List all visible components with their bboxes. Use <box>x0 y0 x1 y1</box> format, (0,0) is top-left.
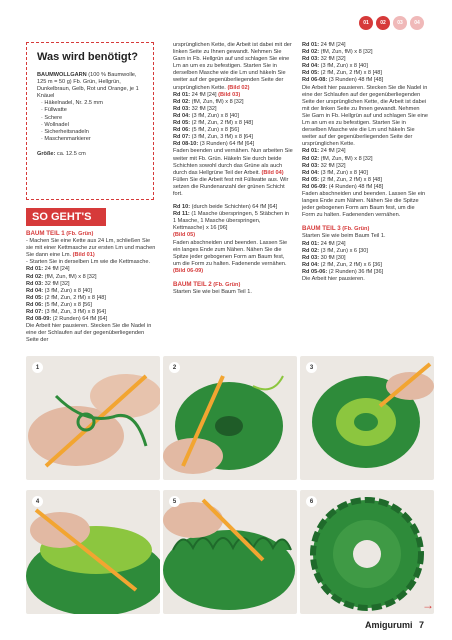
brand-name: Amigurumi <box>364 620 413 630</box>
photo-step-5 <box>163 490 297 614</box>
round-row: Rd 05: (2 fM, Zun, 2 fM) x 8 [48] <box>302 70 382 77</box>
page-number: 7 <box>418 620 424 630</box>
size-line: Größe: ca. 12.5 cm <box>37 150 86 157</box>
column-2 <box>173 42 293 296</box>
step-badges <box>359 16 424 30</box>
round-row: Rd 03: 32 fM [32] <box>302 162 346 169</box>
section-heading: BAUM TEIL 3 (Fb. Grün) <box>302 225 370 233</box>
round-row: Rd 01: 24 fM [24] (Bild 03) <box>173 91 241 98</box>
round-row: Rd 05: (2 fM, Zun, 2 fM) x 8 [48] <box>26 294 106 301</box>
instruction-text: Faden beenden und vernähen. Nun arbeiten Sie weiter mit Fb. Grün. Häkeln Sie durch beide Schichten sowohl durch das Grüne als auch durch das Hellgrüne Teil der Arbeit. (Bild 04) Füllen Sie die Arbeit fest mit Füllwatte aus. Wir setzen die Rundenanzahl der grünen Schicht fort. <box>173 148 293 197</box>
round-row: Rd 06-08: (3 Runden) 48 fM [48] <box>302 77 384 84</box>
instruction-text: Starten Sie wie bei Baum Teil 1. <box>173 289 252 296</box>
round-row: Rd 02: (fM, Zun, fM) x 8 [32] <box>302 155 373 162</box>
footer <box>365 620 424 630</box>
round-row: Rd 04: (3 fM, Zun) x 8 [40] <box>302 169 368 176</box>
instruction-text: Die Arbeit hier pausieren. <box>302 276 365 282</box>
instruction-text: - Starten Sie in derselben Lm wie die Kettmasche. <box>26 259 151 266</box>
round-row: Rd 07: (3 fM, Zun, 3 fM) x 8 [64] <box>26 309 106 316</box>
round-row: Rd 01: 24 fM [24] <box>302 148 346 155</box>
materials-title: Was wird benötigt? <box>37 51 139 63</box>
round-row: Rd 07: (3 fM, Zun, 3 fM) x 8 [64] <box>173 134 253 141</box>
round-list <box>302 42 428 85</box>
step-number: 4 <box>32 496 43 507</box>
round-row: Rd 04: (2 fM, Zun, 2 fM) x 6 [36] <box>302 261 382 268</box>
materials-list <box>37 100 143 143</box>
photo-step-4 <box>26 490 160 614</box>
round-row: Rd 01: 24 fM [24] <box>26 266 70 273</box>
round-row: Rd 01: 24 fM [24] <box>302 240 346 247</box>
photo-step-3 <box>300 356 434 480</box>
badge-03: 03 <box>393 16 407 30</box>
section-heading: BAUM TEIL 2 (Fb. Grün) <box>173 281 241 288</box>
round-row: Rd 11: (1 Masche überspringen, 5 Stäbchen in 1 Masche, 1 Masche überspringen, Kettmasche) x 16 [96] <box>173 211 289 232</box>
badge-04: 04 <box>410 16 424 30</box>
instruction-text: Die Arbeit hier pausieren. Stecken Sie die Nadel in eine der Schlaufen auf der gegenüberliegenden Seite der ursprünglichen Kette, die Arbeit ist dabei mit der linken Seite zu Ihnen gewandt. Nehmen Sie Garn in Fb. Hellgrün auf und schlagen Sie eine Lm an um es zu befestigen. Starten Sie in derselben Masche wie die Lm und häkeln Sie weiter auf der gegenüberliegenden Seite der ursprünglichen Kette. <box>302 84 428 148</box>
round-row: Rd 03: 32 fM [32] <box>26 280 70 287</box>
round-list <box>302 148 428 191</box>
round-row: Rd 08-10: (3 Runden) 64 fM [64] <box>173 141 255 148</box>
photo-step-6 <box>300 490 434 614</box>
round-row: Rd 03: 32 fM [32] <box>302 56 346 63</box>
round-row: Rd 03: 30 fM [30] <box>302 254 346 261</box>
instruction-text: ursprünglichen Kette, die Arbeit ist dabei mit der linken Seite zu Ihnen gewandt. Nehmen Sie Garn in Fb. Hellgrün auf und schlagen Sie eine Lm an um es zu befestigen. Starten Sie in derselben Masche wie die Lm und häkeln Sie weiter auf der gegenüberliegenden Seite der ursprünglichen Kette. (Bild 02) <box>173 42 292 91</box>
instruction-text: Faden abschneiden und beenden. Lassen Sie ein langes Ende zum Nähen. Nähen Sie die Spitze jeder gebogenen Form am Baum fest, um die Form zu halten. Fadenenden vernähen. <box>302 190 426 219</box>
column-1 <box>26 42 158 345</box>
round-list <box>173 204 293 232</box>
material-text: BAUMWOLLGARN (100 % Baumwolle, 125 m = 50 g) Fb. Grün, Hellgrün, Dunkelbraun, Gelb, Rot und Orange, je 1 Knäuel <box>37 72 139 100</box>
round-row: Rd 06: (5 fM, Zun) x 8 [56] <box>26 301 92 308</box>
instruction-text: - Machen Sie eine Kette aus 24 Lm, schließen Sie sie mit einer Kettmasche zur ersten Lm und machen Sie dann eine Lm. (Bild 01) <box>26 238 156 259</box>
round-row: Rd 08-09: (2 Runden) 64 fM [64] <box>26 316 108 323</box>
step-number: 1 <box>32 362 43 373</box>
column-3 <box>302 42 428 283</box>
photo-step-2 <box>163 356 297 480</box>
instruction-text: Faden abschneiden und beenden. Lassen Sie ein langes Ende zum Nähen. Nähen Sie die Spitze jeder gebogenen Form am Baum fest, um die Form zu halten. Fadenende vernähen. (Bild 06-09) <box>173 239 288 274</box>
round-row: Rd 04: (3 fM, Zun) x 8 [40] <box>302 63 368 70</box>
step-number: 5 <box>169 496 180 507</box>
instruction-text: Die Arbeit hier pausieren. Stecken Sie die Nadel in eine der Schlaufen auf der gegenüberliegenden Seite der <box>26 323 152 344</box>
round-list <box>26 266 158 323</box>
step-number: 2 <box>169 362 180 373</box>
round-row: Rd 10: (durch beide Schichten) 64 fM [64] <box>173 204 278 211</box>
instruction-text: Starten Sie wie beim Baum Teil 1. <box>302 233 386 240</box>
list-item: · Häkelnadel, Nr. 2.5 mm <box>41 100 103 107</box>
badge-02: 02 <box>376 16 390 30</box>
list-item: · Füllwatte <box>41 107 67 114</box>
photo-step-1 <box>26 356 160 480</box>
so-gehts-banner: SO GEHT'S <box>26 208 106 226</box>
round-list <box>302 241 428 276</box>
round-row: Rd 06-09: (4 Runden) 48 fM [48] <box>302 183 384 190</box>
section-heading: BAUM TEIL 1 (Fb. Grün) <box>26 230 94 237</box>
list-item: · Maschenmarkierer <box>41 135 91 142</box>
step-number: 6 <box>306 496 317 507</box>
round-row: Rd 02: (3 fM, Zun) x 6 [30] <box>302 247 368 254</box>
next-page-arrow-icon: → <box>422 598 434 612</box>
badge-01: 01 <box>359 16 373 30</box>
step-number: 3 <box>306 362 317 373</box>
round-row: Rd 02: (fM, Zun, fM) x 8 [32] <box>302 49 373 56</box>
round-row: Rd 05-06: (2 Runden) 36 fM [36] <box>302 268 384 275</box>
round-row: Rd 05: (2 fM, Zun, 2 fM) x 8 [48] <box>302 176 382 183</box>
round-row: Rd 06: (5 fM, Zun) x 8 [56] <box>173 127 239 134</box>
materials-box <box>26 42 154 200</box>
round-row: Rd 04: (3 fM, Zun) x 8 [40] <box>173 112 239 119</box>
round-row: Rd 02: (fM, Zun, fM) x 8 [32] <box>173 98 244 105</box>
figure-ref: (Bild 05) <box>173 232 196 239</box>
round-row: Rd 01: 24 fM [24] <box>302 42 346 48</box>
list-item: · Wollnadel <box>41 121 69 128</box>
list-item: · Sicherheitsnadeln <box>41 128 89 135</box>
round-row: Rd 03: 32 fM [32] <box>173 105 217 112</box>
round-row: Rd 04: (3 fM, Zun) x 8 [40] <box>26 287 92 294</box>
round-row: Rd 05: (2 fM, Zun, 2 fM) x 8 [48] <box>173 120 253 127</box>
list-item: · Schere <box>41 114 63 121</box>
round-list <box>173 92 293 149</box>
round-row: Rd 02: (fM, Zun, fM) x 8 [32] <box>26 273 97 280</box>
